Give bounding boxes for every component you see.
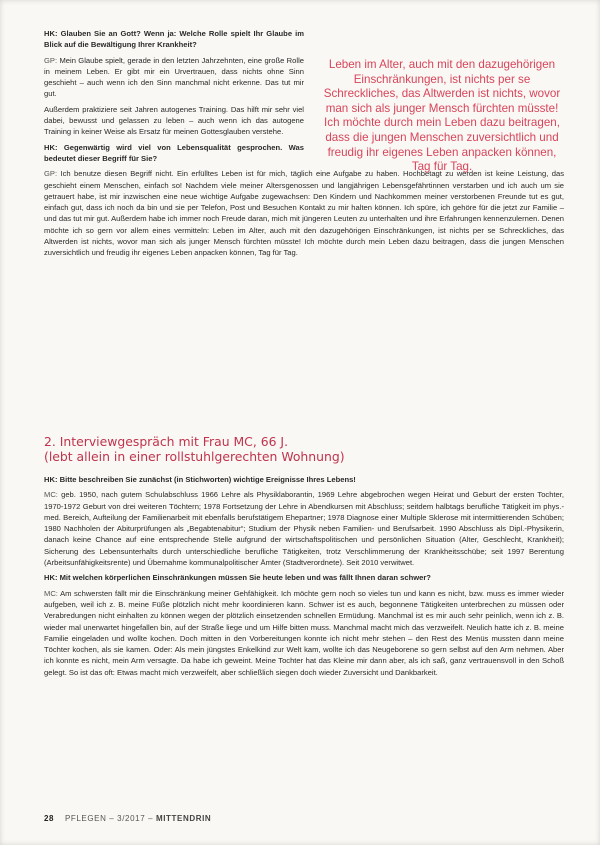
page-number: 28 — [44, 814, 55, 823]
left-column — [44, 28, 304, 164]
answer-text: geb. 1950, nach gutem Schulabschluss 1966 Lehre als Physiklaborantin, 1969 Lehre abgebrochen wegen Heirat und Geburt der ersten Tochter, 1970-1972 Geburt von drei weiteren Töchtern; 1978 Fortsetzung der Lehre in Abendkursen mit Abschluss; seitdem halbtags berufliche Tätigkeit im phys.-med. Bereich, Aufteilung der Familienarbeit mit ebenfalls berufstätigem Ehepartner; 1978 Diagnose einer Multiple Sklerose mit intermittierenden Schüben; 1980 Nachholen der Abiturprüfungen als „Begabtenabitur“; Studium der Physik neben Familien- und Berufsarbeit. 1990 Abschluss als Dipl.-Physikerin, danach keine Chance auf eine entsprechende Stelle aufgrund der wirtschaftspolitischen und persönlichen Situation (Alter, Geschlecht, Krankheit); Sicherung des Lebensunterhalts durch unterschiedliche berufliche Tätigkeiten, trotz Verschlimmerung der Krankheitsschübe; seit 1997 Berentung (Arbeitsunfähigkeitsrente) und Übernahme kommunalpolitischer Ämter (Stadtverordnete). Seit 2010 verwitwet. — [44, 490, 564, 568]
answer-text: Mein Glaube spielt, gerade in den letzten Jahrzehnten, eine große Rolle in meinem Leben. Er gibt mir ein Urvertrauen, dass nichts ohne Sinn geschieht – auch wenn ich den Sinn manchmal nicht erkenne. Das tut mir gut. — [44, 55, 304, 99]
answer-quality-of-life — [44, 168, 564, 258]
question-quality-of-life: HK: Gegenwärtig wird viel von Lebensqualität gesprochen. Was bedeutet dieser Begriff für Sie? — [44, 142, 304, 163]
section-heading — [44, 435, 564, 464]
question-limitations: HK: Mit welchen körperlichen Einschränkungen müssen Sie heute leben und was fällt Ihnen daran schwer? — [44, 573, 431, 583]
section2 — [44, 474, 564, 678]
section-heading-line1: 2. Interviewgespräch mit Frau MC, 66 J. — [44, 434, 289, 449]
footer-text: PFLEGEN – 3/2017 – — [64, 814, 154, 823]
section-heading-line2: (lebt allein in einer rollstuhlgerechten Wohnung) — [44, 448, 345, 464]
speaker-label: MC: — [44, 490, 58, 500]
answer-life-events — [44, 489, 564, 568]
question-faith: HK: Glauben Sie an Gott? Wenn ja: Welche Rolle spielt Ihr Glaube im Blick auf die Bewältigung Ihrer Krankheit? — [44, 29, 304, 50]
answer-limitations — [44, 588, 564, 678]
answer-autogenic: Außerdem praktiziere seit Jahren autogenes Training. Das hilft mir sehr viel dabei, bewusst und gelassen zu leben – auch wenn ich das autogene Training in keiner Weise als Ersatz für meinen Gottesglauben verstehe. — [44, 104, 304, 137]
pull-quote: Leben im Alter, auch mit den dazugehörigen Einschränkungen, ist nichts per se Schreckliches, das Altwerden ist nichts, wovor man sich als junger Mensch fürchten müsste! Ich möchte durch mein Leben dazu beitragen, dass die jungen Menschen zuversichtlich und freudig ihr eigenes Leben anpacken können, Tag für Tag. — [323, 58, 561, 174]
answer-text: Am schwersten fällt mir die Einschränkung meiner Gehfähigkeit. Ich möchte gern noch so vieles tun und kann es nicht, bzw. muss es immer wieder aufgeben, weil ich z. B. meine Füße plötzlich nicht mehr koordinieren kann. Schwer ist es auch, begonnene Tätigkeiten unterbrechen zu müssen oder Verabredungen nicht einhalten zu können wegen der plötzlich einsetzenden schnellen Ermüdung. Manchmal ist es mir auch sehr peinlich, wenn ich z. B. wieder mal unerwartet hingefallen bin, auf der Straße liege und um Hilfe bitten muss. Manchmal macht mich das verzweifelt. Neulich hatte ich z. B. meine Familie eingeladen und wollte kochen. Doch mitten in den Vorbereitungen konnte ich nicht mehr stehen – den Rest des Menüs mussten dann meine Töchter kochen, als sie kamen. Oder: Als mein jüngstes Enkelkind zur Welt kam, wollte ich das Neugeborene so gern selbst auf den Arm nehmen. Aber ich konnte es nicht, mein Arm versagte. Da habe ich geweint. Meine Tochter hat das Kleine mir dann aber, als ich saß, ganz vertrauensvoll in den Schoß gelegt. So ist das oft: Etwas macht mich verzweifelt, aber schließlich siegen doch wieder Zuversicht und Dankbarkeit. — [44, 588, 564, 677]
speaker-label: GP: — [44, 55, 58, 65]
page-footer — [44, 814, 211, 823]
answer-faith — [44, 55, 304, 100]
question-life-events: HK: Bitte beschreiben Sie zunächst (in Stichworten) wichtige Ereignisse Ihres Lebens! — [44, 475, 356, 484]
magazine-brand: MITTENDRIN — [155, 814, 212, 823]
answer-text: Ich benutze diesen Begriff nicht. Ein erfülltes Leben ist für mich, täglich eine Aufgabe zu haben. Hochbetagt zu werden ist keine Leistung, das geschieht einem Menschen, einfach so! Nachdem viele meiner Altersgenossen und langjährigen Lebensgefährtinnen verstarben und ich auch um sie getrauert habe, ist mir inzwischen eine neue wichtige Aufgabe zugewachsen: Den Kindern und Nachkommen meiner verstorbenen Freunde tut es gut, einfach gut, dass ich noch da bin und sie per Telefon, Post und Besuchen Kontakt zu mir halten können. Ich spüre, ich gehöre für die jetzt zur Familie – und das tut mir gut. Außerdem habe ich immer noch Freude daran, mich mit jüngeren Leuten zu unterhalten und ihre Erfahrungen kennenzulernen. Denen möchte ich so gern vor allem eines vermitteln: Leben im Alter, auch mit den dazugehörigen Einschränkungen, ist nichts per se Schreckliches, das Altwerden ist nichts, wovor man sich als junger Mensch fürchten müsste! Ich möchte durch mein Leben dazu beitragen, dass die jungen Menschen zuversichtlich und freudig ihr eigenes Leben anpacken können, Tag für Tag. — [44, 169, 564, 258]
speaker-label: GP: — [44, 169, 58, 179]
speaker-label: MC: — [44, 588, 58, 598]
